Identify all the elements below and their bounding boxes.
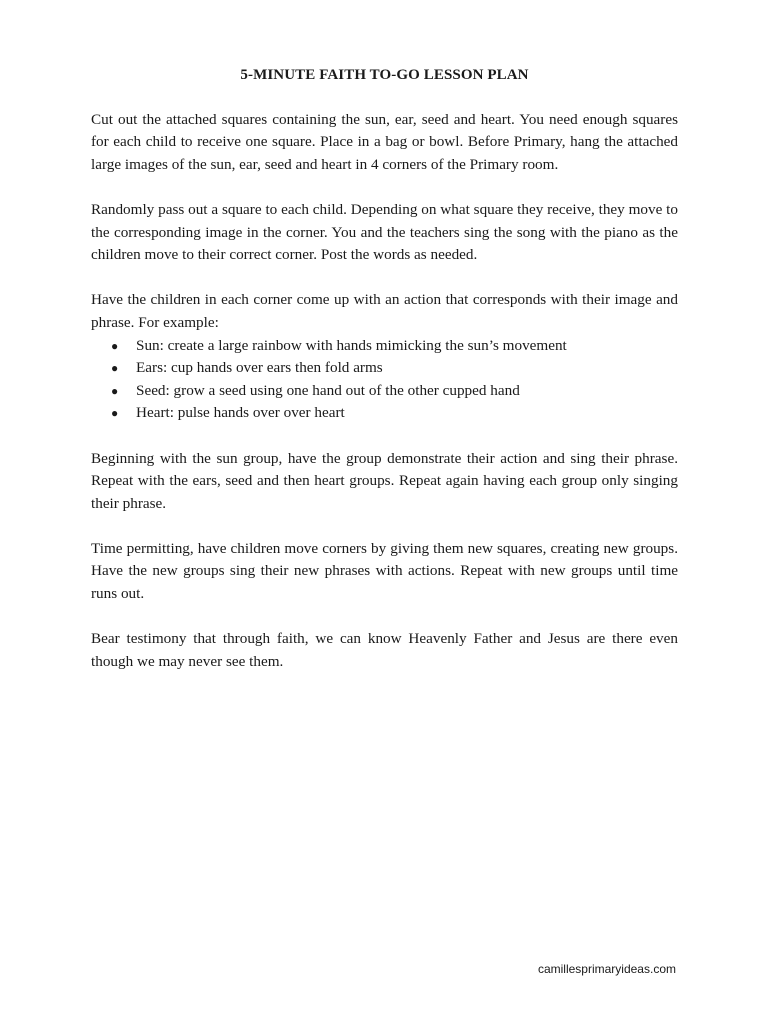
paragraph-testimony: Bear testimony that through faith, we can know Heavenly Father and Jesus are there even though we may never see them.: [91, 630, 678, 670]
bullet-icon: ●: [111, 361, 119, 376]
list-item-ears: [91, 357, 678, 380]
paragraph-pass-out: Randomly pass out a square to each child. Depending on what square they receive, they move to the corresponding image in the corner. You and the teachers sing the song with the piano as the children move to their correct corner. Post the words as needed.: [91, 200, 678, 264]
paragraph-time-permitting: Time permitting, have children move corners by giving them new squares, creating new groups. Have the new groups sing their new phrases with actions. Repeat with new groups until time runs out.: [91, 539, 678, 603]
footer-website: camillesprimaryideas.com: [537, 962, 676, 976]
bullet-icon: ●: [111, 383, 119, 398]
list-item-text: Heart: pulse hands over over heart: [136, 404, 345, 422]
bullet-icon: ●: [111, 406, 119, 421]
paragraph-actions-intro: Have the children in each corner come up with an action that corresponds with their image and phrase. For example:: [91, 291, 678, 331]
list-item-text: Seed: grow a seed using one hand out of the other cupped hand: [136, 381, 520, 399]
list-item-heart: [91, 402, 678, 425]
list-item-sun: [91, 335, 678, 358]
paragraph-demonstrate: Beginning with the sun group, have the group demonstrate their action and sing their phrase. Repeat with the ears, seed and then heart groups. Repeat again having each group only singing their phrase.: [91, 449, 678, 512]
list-item-seed: [91, 380, 678, 403]
bullet-icon: ●: [111, 338, 119, 353]
paragraph-preparation: Cut out the attached squares containing the sun, ear, seed and heart. You need enough squares for each child to receive one square. Place in a bag or bowl. Before Primary, hang the attached large images of the sun, ear, seed and heart in 4 corners of the Primary room.: [91, 110, 678, 173]
page-title: 5-MINUTE FAITH TO-GO LESSON PLAN: [240, 67, 529, 83]
list-item-text: Sun: create a large rainbow with hands mimicking the sun’s movement: [136, 336, 567, 354]
document-body: [91, 64, 678, 696]
list-item-text: Ears: cup hands over ears then fold arms: [136, 359, 383, 377]
action-examples-list: [91, 335, 678, 425]
